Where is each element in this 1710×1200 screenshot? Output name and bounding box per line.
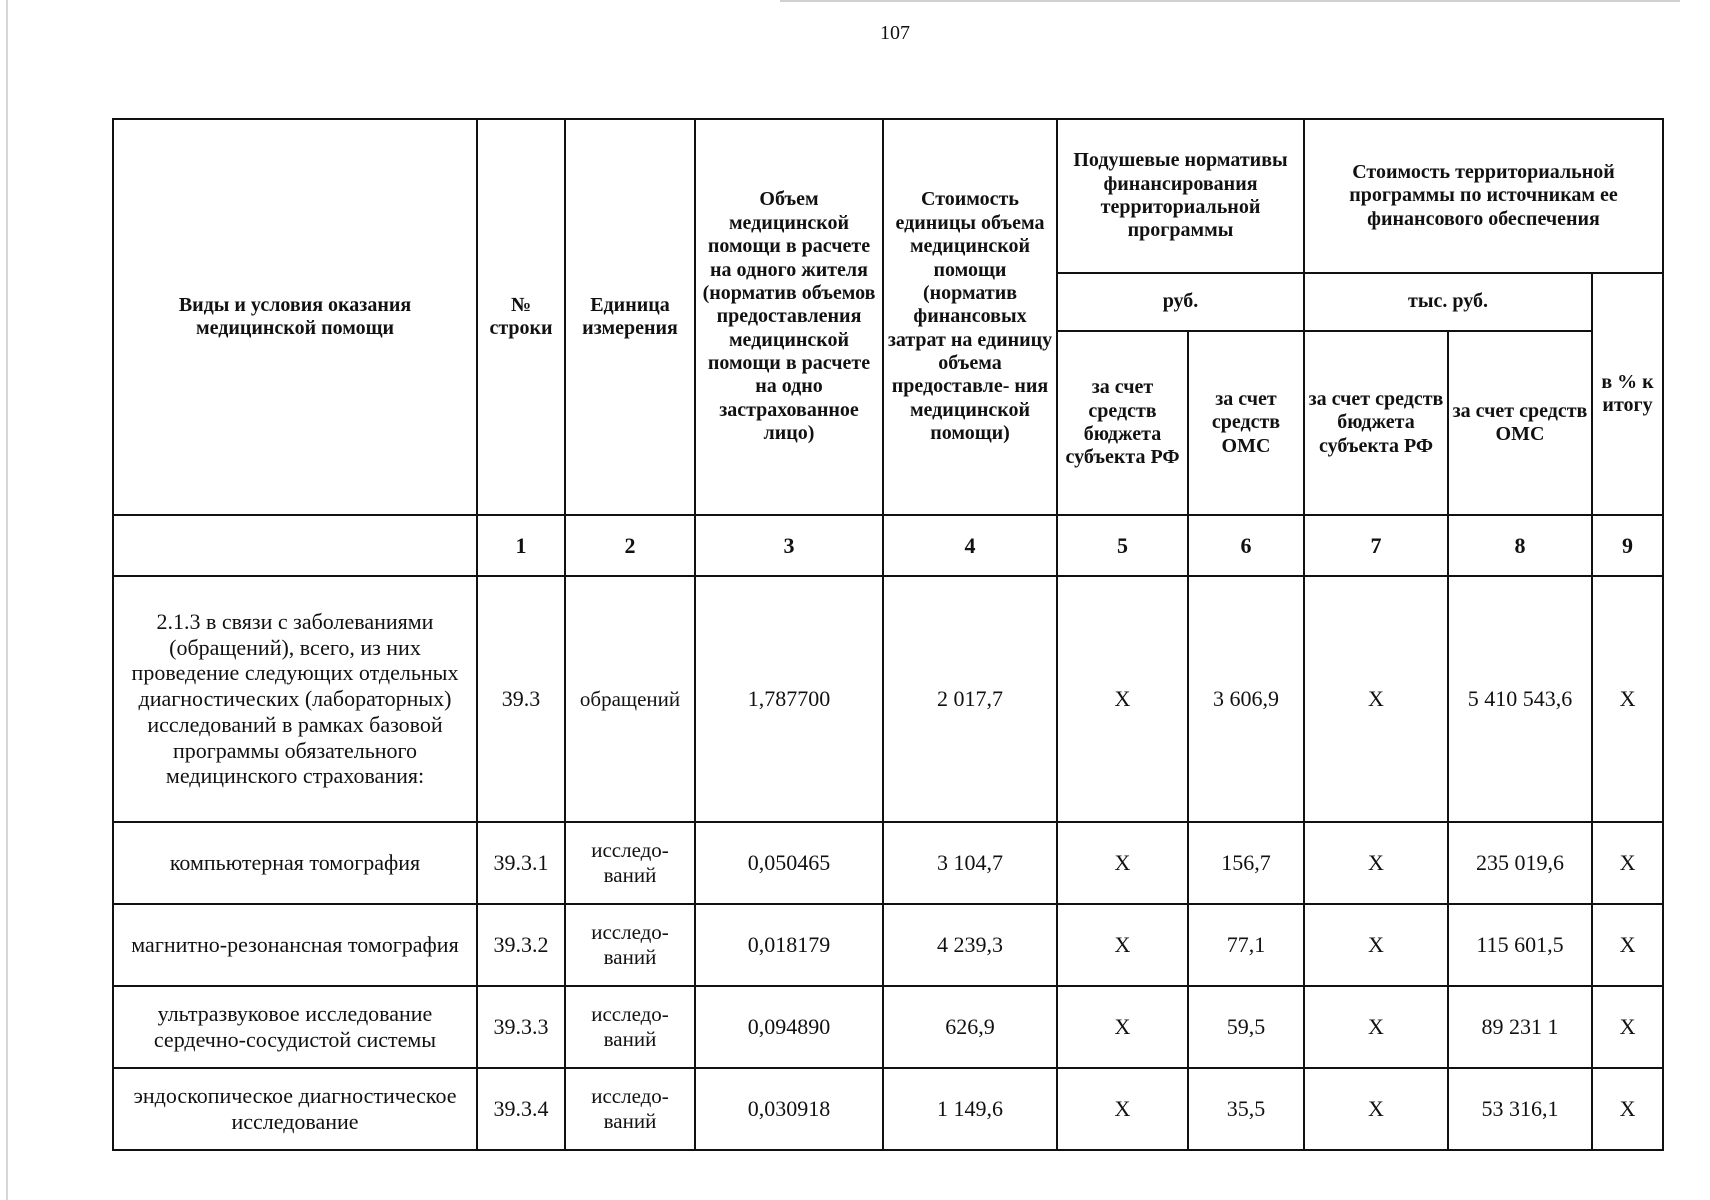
header-volume: Объем медицинской помощи в расчете на одного жителя (норматив объемов предоставления медицинской помощи в расчете на одно застрахованное лицо)	[695, 119, 883, 515]
page-number: 107	[880, 22, 910, 44]
row-number: 39.3.1	[477, 822, 565, 904]
header-unit-cost: Стоимость единицы объема медицинской помощи (норматив финансовых затрат на единицу объема предоставле- ния медицинской помощи)	[883, 119, 1057, 515]
row-unit-cost: 1 149,6	[883, 1068, 1057, 1150]
row-name: компьютерная томография	[113, 822, 477, 904]
row-number: 39.3.4	[477, 1068, 565, 1150]
row-oms-percap: 3 606,9	[1188, 576, 1304, 822]
row-volume: 0,050465	[695, 822, 883, 904]
row-oms-percap: 59,5	[1188, 986, 1304, 1068]
row-number: 39.3.2	[477, 904, 565, 986]
scan-edge-left	[6, 0, 8, 1200]
row-budget-percap: X	[1057, 576, 1188, 822]
row-unit-cost: 2 017,7	[883, 576, 1057, 822]
row-oms-cost: 115 601,5	[1448, 904, 1592, 986]
table-row	[113, 986, 1663, 1068]
row-budget-percap: X	[1057, 822, 1188, 904]
row-volume: 0,030918	[695, 1068, 883, 1150]
header-unit: Единица измерения	[565, 119, 695, 515]
table-row	[113, 1068, 1663, 1150]
row-budget-percap: X	[1057, 904, 1188, 986]
row-budget-percap: X	[1057, 1068, 1188, 1150]
column-number-empty	[113, 515, 477, 576]
column-number: 8	[1448, 515, 1592, 576]
row-name: магнитно-резонансная томография	[113, 904, 477, 986]
row-unit-cost: 4 239,3	[883, 904, 1057, 986]
row-unit: исследо- ваний	[565, 986, 695, 1068]
row-budget-cost: X	[1304, 904, 1448, 986]
row-percent: X	[1592, 904, 1663, 986]
column-number: 5	[1057, 515, 1188, 576]
column-number: 9	[1592, 515, 1663, 576]
row-volume: 0,094890	[695, 986, 883, 1068]
header-percent-of-total: в % к итогу	[1592, 273, 1663, 515]
header-type-of-care: Виды и условия оказания медицинской помощи	[113, 119, 477, 515]
header-budget-percap: за счет средств бюджета субъекта РФ	[1057, 331, 1188, 515]
row-budget-cost: X	[1304, 822, 1448, 904]
row-name: 2.1.3 в связи с заболеваниями (обращений), всего, из них проведение следующих отдельных диагностических (лабораторных) исследований в рамках базовой программы обязательного медицинского страхования:	[113, 576, 477, 822]
row-unit: исследо- ваний	[565, 1068, 695, 1150]
column-number: 7	[1304, 515, 1448, 576]
column-number: 1	[477, 515, 565, 576]
header-oms-cost: за счет средств ОМС	[1448, 331, 1592, 515]
row-budget-cost: X	[1304, 1068, 1448, 1150]
row-number: 39.3	[477, 576, 565, 822]
column-number: 3	[695, 515, 883, 576]
row-unit: исследо- ваний	[565, 822, 695, 904]
financing-table	[112, 118, 1664, 1151]
column-number-row	[113, 515, 1663, 576]
header-row-1	[113, 119, 1663, 273]
row-percent: X	[1592, 822, 1663, 904]
row-percent: X	[1592, 1068, 1663, 1150]
row-unit: исследо- ваний	[565, 904, 695, 986]
column-number: 6	[1188, 515, 1304, 576]
row-oms-cost: 5 410 543,6	[1448, 576, 1592, 822]
row-number: 39.3.3	[477, 986, 565, 1068]
row-unit-cost: 626,9	[883, 986, 1057, 1068]
row-name: ультразвуковое исследование сердечно-сосудистой системы	[113, 986, 477, 1068]
header-unit-thousand-rub: тыс. руб.	[1304, 273, 1592, 331]
header-program-cost-group: Стоимость территориальной программы по источникам ее финансового обеспечения	[1304, 119, 1663, 273]
row-unit: обращений	[565, 576, 695, 822]
header-row-number: № строки	[477, 119, 565, 515]
header-budget-cost: за счет средств бюджета субъекта РФ	[1304, 331, 1448, 515]
scan-edge-top	[780, 0, 1680, 2]
header-per-capita-group: Подушевые нормативы финансирования территориальной программы	[1057, 119, 1304, 273]
table-row	[113, 822, 1663, 904]
table-row	[113, 904, 1663, 986]
row-unit-cost: 3 104,7	[883, 822, 1057, 904]
row-name: эндоскопическое диагностическое исследование	[113, 1068, 477, 1150]
column-number: 4	[883, 515, 1057, 576]
row-volume: 0,018179	[695, 904, 883, 986]
row-percent: X	[1592, 986, 1663, 1068]
row-oms-percap: 77,1	[1188, 904, 1304, 986]
row-budget-cost: X	[1304, 576, 1448, 822]
column-number: 2	[565, 515, 695, 576]
row-oms-cost: 53 316,1	[1448, 1068, 1592, 1150]
row-oms-cost: 89 231 1	[1448, 986, 1592, 1068]
row-budget-cost: X	[1304, 986, 1448, 1068]
row-oms-cost: 235 019,6	[1448, 822, 1592, 904]
header-oms-percap: за счет средств ОМС	[1188, 331, 1304, 515]
row-oms-percap: 156,7	[1188, 822, 1304, 904]
row-percent: X	[1592, 576, 1663, 822]
row-oms-percap: 35,5	[1188, 1068, 1304, 1150]
header-unit-rub: руб.	[1057, 273, 1304, 331]
row-volume: 1,787700	[695, 576, 883, 822]
row-budget-percap: X	[1057, 986, 1188, 1068]
table-row	[113, 576, 1663, 822]
